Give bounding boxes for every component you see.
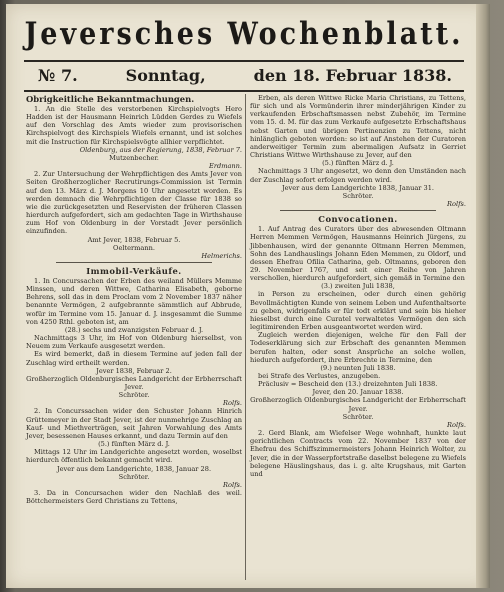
issue-number: № 7. <box>38 66 78 85</box>
sale-3-date: (5.) fünften März d. J. <box>322 159 394 168</box>
sale-1-dateline: Jever 1838, Februar 2. <box>96 366 172 375</box>
sale-2-signature: Schröter. <box>118 472 150 481</box>
convocation-1-date-2: (9.) neunten Juli 1838. <box>320 363 396 372</box>
sale-2: 2. In Concurssachen wider den Schuster Johann Hinrich Grüttemeyer in der Stadt Jever, ist der nunmehrige Zuschlag an Kauf- und Miethverträgen, seit Jahren Vorwahlung des Amts Jever, besessenen Hauses erkannt, und dazu Termin auf den <box>26 407 242 440</box>
convocation-1-penalty: bei Strafe des Verlustes, anzugeben. <box>258 372 381 380</box>
notice-1-signature-2: Erdmann. <box>209 162 242 171</box>
sale-3-signature: Schröter. <box>342 191 374 200</box>
convocation-1-dateline: Jever, den 20. Januar 1838. <box>312 388 404 397</box>
section-immobil-title: Immobil-Verkäufe. <box>86 265 182 276</box>
convocation-1-body: in Person zu erscheinen, oder durch einen gehörig Bevollmächtigten Kunde von seinem Leben und Aufenthaltsorte zu geben, widrigenfalls er für todt erklärt und sein bis hieher hieselbst durch eine Curatel verwaltetes Vermögen den sich legitimirenden Erben ausgeantwortet werden wird. <box>250 290 466 332</box>
sale-3-dateline: Jever aus dem Landgerichte 1838, Januar 31. <box>281 183 434 192</box>
dateline <box>26 66 464 88</box>
sale-3-time: Nachmittags 3 Uhr angesetzt, wo denn den Umständen nach der Zuschlag sofort erfolgen werden wird. <box>250 167 466 184</box>
notice-1-signature: Mutzenbecher. <box>109 153 159 162</box>
notice-2-dateline: Amt Jever, 1838, Februar 5. <box>87 235 181 244</box>
notice-1: 1. An die Stelle des verstorbenen Kirchspielvogts Hero Hadden ist der Hausmann Heinrich Lüdden Gerdes zu Wiefels auf den Vorschlag des Amts wieder zum provisorischen Kirchspielvogt des Kirchspiels Wiefels ernannt, und ist solches mit die Instruction für Kirchspielsvögte allhier verpflichtet. <box>26 105 242 146</box>
sale-3-signature-2: Rolfs. <box>447 200 466 209</box>
notice-1-dateline: Oldenburg, aus der Regierung, 1838, Februar 7. <box>79 145 242 154</box>
sale-1: 1. In Concurssachen der Erben des weiland Müllers Memme Minssen, und deren Wittwe, Catharina Elisabeth, geborne Behrens, soll das in dem Proclam vom 2 November 1837 näher benannte Vermögen, 2 aufgebrannte sämmtlich auf Abbrude, wofür im Termine vom 15. Januar d. J. insgesammt die Summe von 4250 Rthl. geboten ist, am <box>26 276 242 326</box>
dateline-rule <box>24 90 464 92</box>
court-signature: Schröter. <box>118 391 150 400</box>
section-rule-right <box>280 210 436 211</box>
court-name: Großherzoglich Oldenburgisches Landgericht der Erbherrschaft Jever. <box>26 374 242 391</box>
convocation-1: 1. Auf Antrag des Curators über des abwesenden Oltmann Herren Memmen Vermögen, Hausmanns Heinrich Jürgens, zu Jibbenhausen, wird der genannte Oltmann Herren Memmen, Sohn des Landhauslings Johann Eden Memmen, zu Oldorf, und dessen Ehefrau Ofilia Catharina, geb. Oltmanns, geboren den 29. November 1767, und seit einer Reihe von Jahren verschollen, hierdurch aufgefordert, sich gemäß in Termine den <box>250 225 466 283</box>
convocation-court-name: Großherzoglich Oldenburgisches Landgericht der Erbherrschaft Jever. <box>250 396 466 413</box>
left-column <box>26 94 242 505</box>
sale-2-date: (5.) fünften März d. J. <box>98 440 170 449</box>
notice-2: 2. Zur Untersuchung der Wehrpflichtigen des Amts Jever von Seiten Großherzoglicher Recrutirungs-Commission ist Termin auf den 13. März d. J. Morgens 10 Uhr angesetzt worden. Es werden demnach die Wehrpflichtigen der Classe für 1838 so wie die zurückgesetzten und Reservisten der früheren Classen hierdurch aufgefordert, sich am gedachten Tage in Wirthshause zum Hof von Oldenburg in der Vorstadt Jever persönlich einzufinden. <box>26 170 242 236</box>
issue-date: den 18. Februar 1838. <box>253 66 452 85</box>
convocation-1-preclusion: Präclusiv = Bescheid den (13.) dreizehnten Juli 1838. <box>258 380 438 389</box>
convocation-1-heirs: Zugleich werden diejenigen, welche für den Fall der Todeserklärung sich zur Erbschaft des genannten Memmen berufen halten, oder sonst Ansprüche an solche wollen, hiedurch aufgefordert, ihre Erbrechte in Termine, den <box>250 331 466 364</box>
notice-2-signature: Oeltermann. <box>113 243 155 252</box>
notice-2-signature-2: Helmerichs. <box>201 251 242 260</box>
sale-3: 3. Da in Concursachen wider den Nachlaß des weil. Böttchermeisters Gerd Christians zu Tettens, <box>26 489 242 506</box>
sale-1-date: (28.) sechs und zwanzigsten Februar d. J. <box>64 325 204 334</box>
right-column <box>250 94 466 478</box>
section-convocation-title: Convocationen. <box>318 214 398 225</box>
section-official-title: Obrigkeitliche Bekanntmachungen. <box>26 94 195 104</box>
court-signature-2: Rolfs. <box>223 399 242 408</box>
convocation-court-signature: Schröter. <box>342 412 374 421</box>
sale-2-dateline: Jever aus dem Landgerichte, 1838, Januar 28. <box>56 464 212 473</box>
section-rule <box>56 262 212 263</box>
newspaper-page <box>6 4 490 588</box>
sale-2-time: Mittags 12 Uhr im Landgerichte angesetzt worden, woselbst hierdurch öffentlich bekannt gemacht wird. <box>26 448 242 465</box>
convocation-court-signature-2: Rolfs. <box>447 420 466 429</box>
page-spine <box>476 4 490 588</box>
sale-2-signature-2: Rolfs. <box>223 480 242 489</box>
issue-weekday: Sonntag, <box>125 66 206 85</box>
convocation-2: 2. Gerd Blank, am Wiefelser Wege wohnhaft, hunkte laut gerichtlichen Contracts vom 22. November 1837 von der Ehefrau des Schiffszimmermeisters Johann Heinrich Wolter, zu Jever, die in der Wasserpfortstraße daselbst belegene zu Wiefels belegene Häuslingshaus, das i. g. alte Krugshaus, mit Garten und <box>250 429 466 478</box>
sale-1-note: Es wird bemerkt, daß in diesem Termine auf jeden fall der Zuschlag wird ertheilt werden. <box>26 350 242 367</box>
convocation-1-date: (3.) zweiten Juli 1838, <box>321 282 395 291</box>
column-divider <box>245 94 246 580</box>
sale-3-continued: Erben, als deren Wittwe Ricke Maria Christians, zu Tettens, für sich und als Vormünderin ihrer minderjährigen Kinder zu verkaufenden Erbschaftsmassen nebst Zubehör, im Termine vom 15. d. M. für das zum Verkaufe aufgesetzte Erbschaftshaus nebst Garten und übrigen Pertinenzien zu Tettens, nicht hinlänglich geboten worden: so ist auf Anstehen der Curatoren anderweitiger Termin zum abermaligen Aufsatz in Gerriet Christians Wittwe Wirthshause zu Jever, auf den <box>250 94 466 160</box>
masthead-title: Jeversches Wochenblatt. <box>24 16 464 53</box>
masthead-rule <box>24 60 464 62</box>
sale-1-time: Nachmittags 3 Uhr, im Hof von Oldenburg hierselbst, von Neuem zum Verkaufe ausgesetzt werden. <box>26 334 242 351</box>
